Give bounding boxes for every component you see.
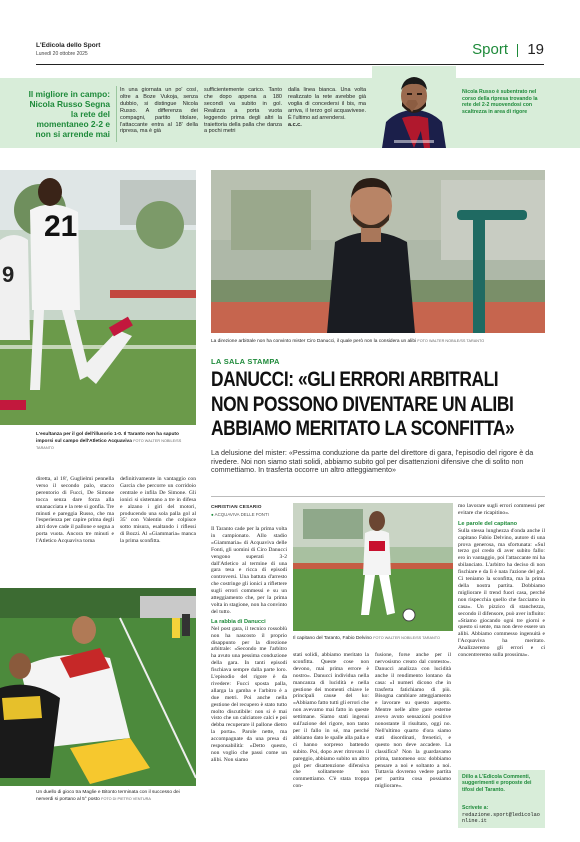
left-text-col2: definitivamente in vantaggio con Garcia che percorre un corridoio centrale e infila De Simone. Gli ionici si sistemano a tre in difesa e alzano i giri del motori, producendo una sola palla gol al 35' con Valentin che colpisce sotto misura, esaltando i riflessi di Bozzi. Al «Giammaria» manca la prima sconfitta.	[120, 476, 196, 545]
duel-caption-credit: FOTO DI PIETRO VENTURA	[101, 797, 151, 801]
delvino-caption-text: Il capitano del Taranto, Fabio Delvino	[293, 636, 372, 641]
headline-line-2: NON POSSONO DIVENTARE UN ALIBI	[211, 392, 514, 416]
article-col4	[458, 503, 545, 659]
duel-caption	[36, 790, 196, 803]
article-subhead: La delusione del mister: «Pessima conduzione da parte del direttore di gara, l'episodio del rigore è da rivedere. Noi non siamo stati solidi, abbiamo subito gol per disattenzioni difensive che di solito non commettiamo. In trasferta occorre un altro atteggiamento»	[211, 448, 534, 475]
duel-photo-illustration	[0, 588, 196, 786]
danucci-photo-illustration	[211, 170, 545, 333]
article-col3: fusione, forse anche per il nervosismo creato dal contesto». Danucci analizza con lucidità anche il rendimento lontano da casa: «I numeri dicono che in trasferta fatichiamo di più. Bisogna cambiare atteggiamento e lavorare su questo aspetto. Mentre nelle altre gare esterne avevo avuto sensazioni positive nonostante il risultato, oggi no. Nell'ultimo quarto d'ora siamo stati disordinati, frenetici, e questo non deve accadere. La classifica? Non la guardavamo prima, tantomeno ora: dobbiamo pensare a noi e soltanto a noi. Tuttavia dovremo vedere partita per partita cosa possiamo migliorare».	[375, 652, 451, 790]
box-divider	[116, 86, 117, 142]
duel-caption-text: Un duello di gioco tra Maglie e Bitonto terminata con il successo dei nerverdi si portano al 5° posto	[36, 790, 180, 802]
best-player-headline: Il migliore in campo: Nicola Russo Segna la rete del momentaneo 2-2 e non si arrende mai	[28, 89, 110, 139]
page-number: 19	[527, 41, 544, 58]
article-col1-p2: Nel post gara, il tecnico rossoblù non ha nascosto il proprio disappunto per la direzione arbitrale: «Secondo me l'arbitro ha avuto una pessima conduzione della gara. In tanti episodi fischiava sempre dalla parte loro. L'episodio del rigore è da rivedere: Fucci sposta palla, allarga la gamba e l'arbitro è a due metri. Poi anche nella gestione del recupero è stato tutto molto discutibile: non si è mai visto che un calciatore calci e poi debba recuperare il pallone dietro la porta». Parole nette, ma accompagnate da una presa di responsabilità: «Detto questo, non voglio che passi come un alibi. Non siamo	[211, 625, 287, 763]
celebration-photo-illustration	[0, 170, 196, 425]
headline-line-1: DANUCCI: «GLI ERRORI ARBITRALI	[211, 368, 499, 391]
celebration-caption-credit: FOTO WALTER NOBILE/SS TARANTO	[36, 439, 182, 450]
article-col1-p1: Il Taranto cade per la prima volta in campionato. Allo stadio «Giammaria» di Acquaviva delle Fonti, gli uomini di Ciro Danucci vengono superati 3-2 dall'Atletico al termine di una gara tesa e ricca di episodi controversi. Una battuta d'arresto che costringe gli ionici a riflettere sugli errori commessi e su un atteggiamento che, per la prima volta in stagione, non ha convinto del tutto.	[211, 526, 287, 615]
delvino-photo-illustration	[293, 503, 453, 631]
delvino-caption	[293, 635, 458, 642]
russo-photo-caption: Nicola Russo è subentrato nel corso della ripresa trovando la rete del 2-2 muovendosi con scaltrezza in area di rigore	[462, 89, 538, 116]
danucci-caption-text: La direzione arbitrale non ha convinto mister Ciro Danucci, il quale però non la considera un alibi	[211, 339, 417, 344]
danucci-caption-credit: FOTO WALTER NOBILE/SS TARANTO	[417, 339, 485, 343]
best-player-text-col3-wrap	[288, 87, 366, 128]
article-col4-p1: mo lavorare sugli errori commessi per evitare che ricapitino».	[458, 503, 545, 516]
article-byline	[211, 504, 287, 517]
article-author: CHRISTIAN CESARIO	[211, 504, 262, 509]
celebration-caption-text: L'esultanza per il gol dell'illusorio 1-0. Il Taranto non ha saputo imporsi sul campo dell'Atletico Acquaviva	[36, 432, 179, 444]
article-kicker: LA SALA STAMPA	[211, 357, 280, 366]
danucci-photo	[211, 170, 545, 333]
article-location	[211, 512, 287, 517]
section-divider	[517, 44, 518, 57]
issue-date: Lunedì 20 ottobre 2025	[36, 51, 88, 57]
best-player-text-col1: In una giornata un po' così, oltre a Boze Vukoja, senza dubbio, si distingue Nicola Russo. A differenza dei compagni, partito titolare, l'attaccante entra al 18' della ripresa, ma è già	[120, 87, 198, 135]
paper-name: L'Edicola dello Sport	[36, 42, 101, 49]
article-col4-p2: Sulla stessa lunghezza d'onda anche il capitano Fabio Delvino, autore di una prova generosa, ma sfortunata: «Sul terzo gol credo di aver subito fallo: ero in vantaggio, poi l'attaccante mi ha sbilanciato. L'arbitro ha deciso di non fischiare e da lì è nata l'azione del gol. Ci teniamo la sconfitta, ma la prima della nostra partita. Dobbiamo migliorare il trend fuori casa, perché non rispecchia quello che facciamo in casa». Un pizzico di stanchezza, secondo il difensore, può aver influito: «Stiamo giocando ogni tre giorni e questo si sente, ma non deve essere un alibi. Abbiamo commesso ingenuità e l'Acquaviva ha meritato. Analizzeremo gli errori e ci concentreremo sulla prossima».	[458, 527, 545, 659]
contact-write-label: Scrivete a:	[462, 805, 489, 811]
article-col1	[211, 526, 287, 764]
best-player-text-col2: sufficientemente carico. Tanto che dopo appena a 180 secondi va subito in gol. Realizza a porta vuota leggendo prima degli altri la traiettoria della palla che danza a pochi metri	[204, 87, 282, 135]
article-col4-subhead: Le parole del capitano	[458, 520, 518, 527]
danucci-photo-caption	[211, 338, 545, 345]
headline-line-3: ABBIAMO MERITATO LA SCONFITTA»	[211, 417, 515, 440]
best-player-text-col3: dalla linea bianca. Una volta realizzato la rete avrebbe già voglia di concedersi il bis, ma arriva, il terzo gol acquavivese. È l'ultimo ad arrendersi.	[288, 87, 366, 121]
section-title: Sport	[472, 41, 508, 58]
russo-photo	[372, 66, 456, 148]
subhead-rule	[211, 496, 545, 497]
best-player-box	[0, 78, 580, 148]
jersey-number: 21	[44, 210, 78, 243]
article-headline	[211, 368, 515, 442]
masthead	[36, 41, 544, 63]
contact-box	[458, 770, 545, 828]
contact-box-title: Dillo a L'Edicola Commenti, suggerimenti e proposte dei tifosi del Taranto.	[462, 774, 532, 793]
header-rule	[36, 64, 544, 65]
duel-photo	[0, 588, 196, 786]
back-number: 9	[2, 262, 15, 287]
left-text-col1: diretta, al 18', Guglielmi pennella verso il secondo palo, stacco perentorio di Fucci, De Simone tocca senza dare forza alla smanacciata e la rete si gonfia. Tre minuti e pareggia Russo, che ma l'esperienza per capire prima degli altri dove cade il pallone e segna a porta vuota. Ancora tre minuti e l'Atletico Acquaviva torna	[36, 476, 114, 545]
delvino-caption-credit: FOTO WALTER NOBILE/SS TARANTO	[373, 636, 440, 640]
russo-photo-illustration	[372, 66, 456, 148]
article-location-text: ACQUAVIVA DELLE FONTI	[214, 512, 269, 517]
article-col2: stati solidi, abbiamo meritato la sconfitta. Queste cose non devono, mai prima errore è nostro». Danucci individua nella mancanza di lucidità e nella gestione dei momenti chiave le principali cause del ko: «Abbiamo fatto tutti gli errori che non avevamo mai fatto in queste settimane. Siamo stati ingenui sull'azione del rigore, non tanto per il fallo in sé, ma perché abbiamo dato le spalle alla palla e ci hanno sorpreso battendo subito. Poi, dopo aver ritrovato il pareggio, abbiamo subito un altro gol per disattenzione difensiva che solitamente non commettiamo. C'è stata troppa con-	[293, 652, 369, 790]
best-player-signature: a.c.c.	[288, 121, 302, 128]
celebration-caption	[36, 432, 196, 452]
location-dot-icon: ●	[211, 512, 214, 517]
celebration-photo	[0, 170, 196, 425]
contact-email[interactable]: redazione.sport@ledicolaonline.it	[462, 812, 540, 825]
article-col1-subhead: La rabbia di Danucci	[211, 618, 266, 625]
delvino-photo	[293, 503, 453, 631]
